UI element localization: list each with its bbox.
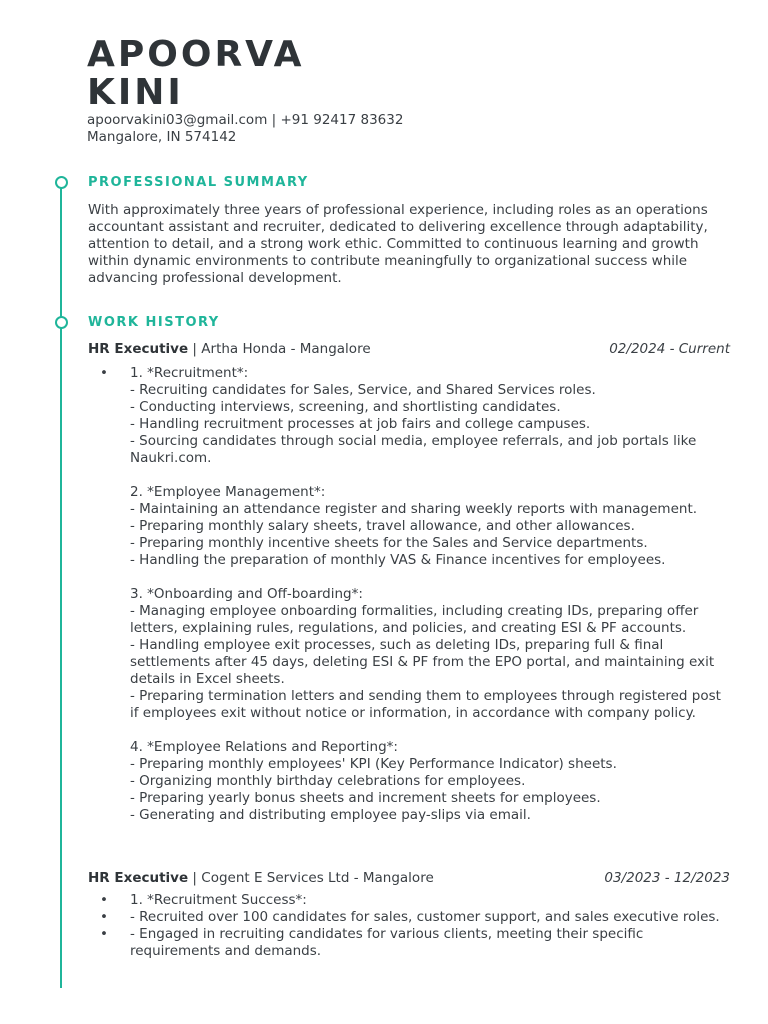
contact-line: apoorvakini03@gmail.com | +91 92417 83632 <box>87 112 404 128</box>
contact-block <box>87 112 403 146</box>
list-item <box>88 365 730 824</box>
job-entry <box>88 870 730 960</box>
work-history-heading: WORK HISTORY <box>88 315 220 330</box>
job-separator: | <box>188 870 202 886</box>
job-role: HR Executive <box>88 341 189 357</box>
duty-text: 1. *Recruitment*: - Recruiting candidates for Sales, Service, and Shared Services roles. - Conducting interviews, screening, and shortlisting candidates. - Handling recruitment processes at job fairs and college campuses. - Sourcing candidates through social media, employee referrals, and job portals like Naukri.com. 2. *Employee Management*: - Maintaining an attendance register and sharing weekly reports with management. - Preparing monthly salary sheets, travel allowance, and other allowances. - Preparing monthly incentive sheets for the Sales and Service departments. - Handling the preparation of monthly VAS & Finance incentives for employees. 3. *Onboarding and Off-boarding*: - Managing employee onboarding formalities, including creating IDs, preparing offer letters, explaining rules, regulations, and policies, and creating ESI & PF accounts. - Handling employee exit processes, such as deleting IDs, preparing full & final settlements after 45 days, deleting ESI & PF from the EPO portal, and maintaining exit details in Excel sheets. - Preparing termination letters and sending them to employees through registered post if employees exit without notice or information, in accordance with company policy. 4. *Employee Relations and Reporting*: - Preparing monthly employees' KPI (Key Performance Indicator) sheets. - Organizing monthly birthday celebrations for employees. - Preparing yearly bonus sheets and increment sheets for employees. - Generating and distributing employee pay-slips via email. <box>130 365 721 823</box>
name-first: APOORVA <box>87 34 305 75</box>
job-company: Artha Honda - Mangalore <box>201 341 371 357</box>
job-dates: 02/2024 - Current <box>609 341 730 357</box>
bullet-dot: • <box>100 926 108 942</box>
location-line: Mangalore, IN 574142 <box>87 129 237 145</box>
list-item <box>88 892 730 909</box>
list-item <box>88 909 730 926</box>
timeline-dot-work-history <box>55 316 68 329</box>
job-header <box>88 341 730 358</box>
job-title-line <box>88 870 434 887</box>
timeline-dot-summary <box>55 176 68 189</box>
candidate-name <box>87 36 304 112</box>
bullet-dot: • <box>100 892 108 908</box>
job-duties <box>88 365 730 824</box>
summary-text: With approximately three years of professional experience, including roles as an operations accountant assistant and recruiter, dedicated to delivering excellence through adaptability, attention to detail, and a strong work ethic. Committed to continuous learning and growth within dynamic environments to contribute meaningfully to organizational success while advancing professional development. <box>88 202 708 286</box>
duty-text: 1. *Recruitment Success*: <box>130 892 307 908</box>
duty-text: - Engaged in recruiting candidates for various clients, meeting their specific requirements and demands. <box>130 926 648 959</box>
bullet-dot: • <box>100 365 108 381</box>
job-header <box>88 870 730 887</box>
job-duties <box>88 892 730 960</box>
job-entry <box>88 341 730 824</box>
duty-text: - Recruited over 100 candidates for sales, customer support, and sales executive roles. <box>130 909 720 925</box>
summary-heading: PROFESSIONAL SUMMARY <box>88 175 309 190</box>
list-item <box>88 926 730 960</box>
timeline-line <box>60 182 62 988</box>
job-title-line <box>88 341 371 358</box>
job-dates: 03/2023 - 12/2023 <box>604 870 730 886</box>
name-last: KINI <box>87 72 184 113</box>
job-separator: | <box>188 341 202 357</box>
job-role: HR Executive <box>88 870 189 886</box>
job-company: Cogent E Services Ltd - Mangalore <box>201 870 434 886</box>
bullet-dot: • <box>100 909 108 925</box>
